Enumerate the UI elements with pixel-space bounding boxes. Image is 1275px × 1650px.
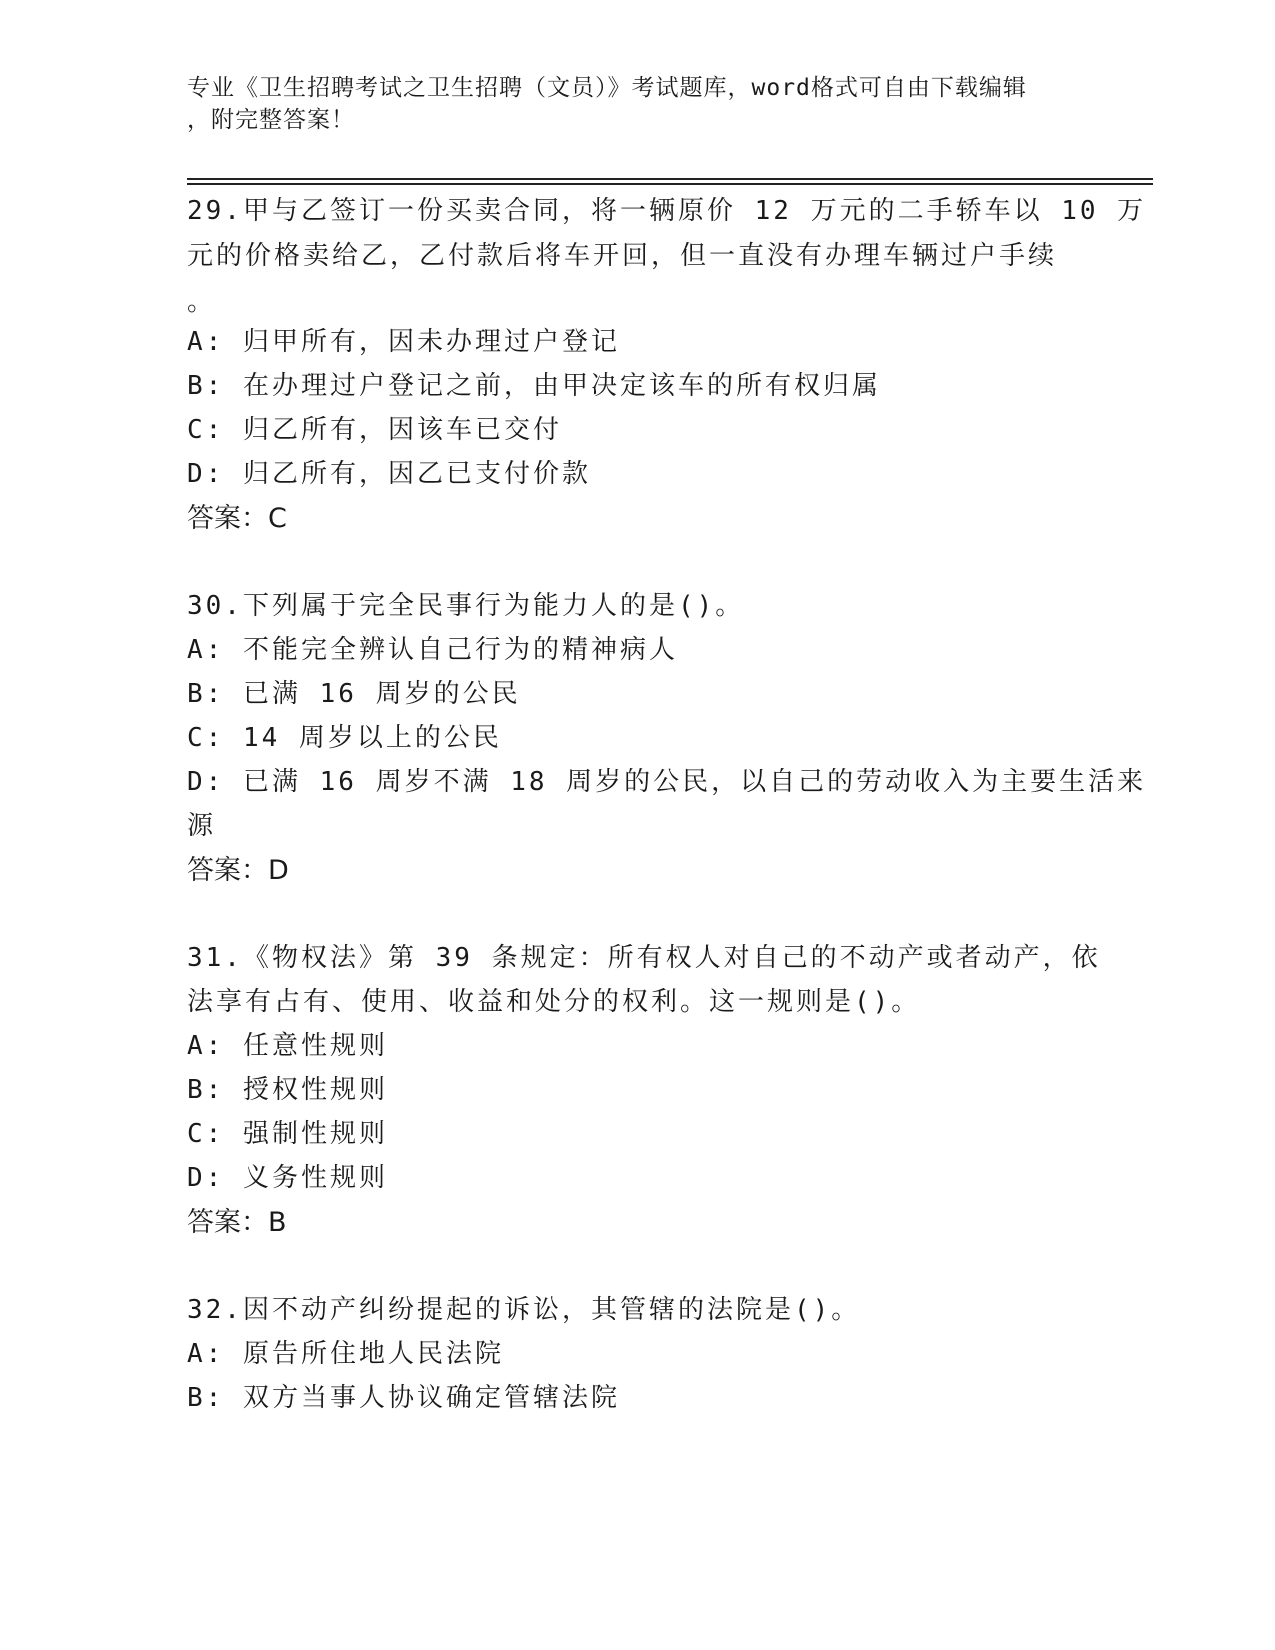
- header-line-2: ，附完整答案！: [187, 107, 355, 133]
- header-rule-top: [187, 178, 1153, 180]
- question-29-option-c: C: 归乙所有，因该车已交付: [187, 415, 562, 445]
- header-rule-bottom: [187, 183, 1153, 185]
- question-32-option-b: B: 双方当事人协议确定管辖法院: [187, 1383, 620, 1413]
- question-30-line-1: 30.下列属于完全民事行为能力人的是()。: [187, 591, 745, 621]
- question-29-option-a: A: 归甲所有，因未办理过户登记: [187, 327, 620, 357]
- question-31-option-a: A: 任意性规则: [187, 1031, 388, 1061]
- question-31-option-c: C: 强制性规则: [187, 1119, 388, 1149]
- question-29-option-b: B: 在办理过户登记之前，由甲决定该车的所有权归属: [187, 371, 881, 401]
- question-31-answer: 答案：B: [187, 1207, 287, 1238]
- question-29-line-1: 29.甲与乙签订一份买卖合同，将一辆原价 12 万元的二手轿车以 10 万: [187, 196, 1147, 226]
- question-31-option-b: B: 授权性规则: [187, 1075, 388, 1105]
- question-30-option-b: B: 已满 16 周岁的公民: [187, 679, 521, 709]
- question-30-option-c: C: 14 周岁以上的公民: [187, 723, 502, 753]
- question-30-answer: 答案：D: [187, 855, 289, 886]
- question-31-option-d: D: 义务性规则: [187, 1163, 388, 1193]
- question-29-answer: 答案：C: [187, 503, 287, 534]
- header-line-1: 专业《卫生招聘考试之卫生招聘（文员）》考试题库，word格式可自由下载编辑: [187, 75, 1027, 101]
- question-32-option-a: A: 原告所住地人民法院: [187, 1339, 504, 1369]
- question-29-line-2: 元的价格卖给乙，乙付款后将车开回，但一直没有办理车辆过户手续: [187, 241, 1058, 271]
- question-32-line-1: 32.因不动产纠纷提起的诉讼，其管辖的法院是()。: [187, 1295, 861, 1325]
- question-30-option-d-cont: 源: [187, 811, 217, 841]
- question-30-option-a: A: 不能完全辨认自己行为的精神病人: [187, 635, 678, 665]
- question-31-line-2: 法享有占有、使用、收益和处分的权利。这一规则是()。: [187, 987, 921, 1017]
- question-31-line-1: 31.《物权法》第 39 条规定：所有权人对自己的不动产或者动产，依: [187, 943, 1101, 973]
- document-header: [187, 72, 1067, 136]
- question-29-line-3: 。: [187, 287, 217, 317]
- question-30-option-d: D: 已满 16 周岁不满 18 周岁的公民，以自己的劳动收入为主要生活来: [187, 767, 1147, 797]
- question-29-option-d: D: 归乙所有，因乙已支付价款: [187, 459, 591, 489]
